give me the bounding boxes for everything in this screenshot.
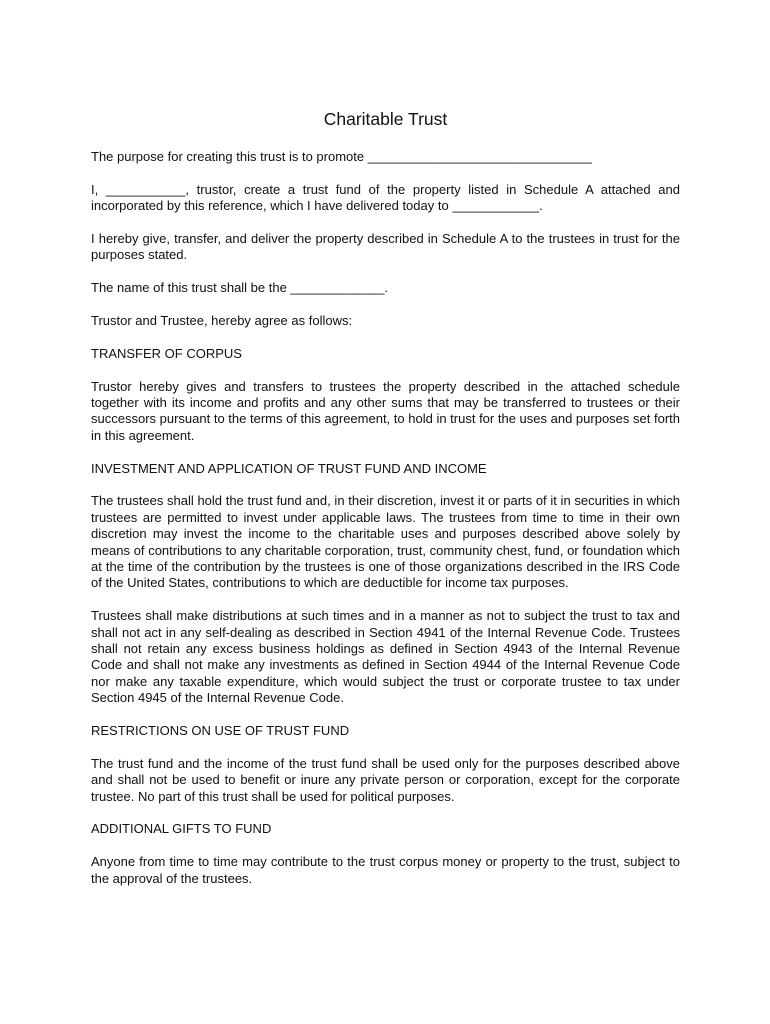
restrictions-heading: RESTRICTIONS ON USE OF TRUST FUND [91,723,350,739]
additional-gifts-paragraph: Anyone from time to time may contribute to the trust corpus money or property to the trust, subject to the approval of the trustees. [91,854,680,886]
investment-paragraph: The trustees shall hold the trust fund and, in their discretion, invest it or parts of it in securities in which trustees are permitted to invest under applicable laws. The trustees from time to time in their own discretion may invest the income to the charitable uses and purposes described above solely by means of contributions to any charitable corporation, trust, community chest, fund, or foundation which at the time of the contribution by the trustees is one of those organizations described in the IRS Code of the United States, contributions to which are deductible for income tax purposes. [91,493,680,591]
additional-gifts-heading: ADDITIONAL GIFTS TO FUND [91,821,272,837]
document-page [91,108,680,903]
agreement-paragraph: Trustor and Trustee, hereby agree as follows: [91,313,353,328]
restrictions-paragraph: The trust fund and the income of the trust fund shall be used only for the purposes described above and shall not be used to benefit or inure any private person or corporation, except for the corporate trustee. No part of this trust shall be used for political purposes. [91,755,680,804]
transfer-of-corpus-paragraph: Trustor hereby gives and transfers to trustees the property described in the attached schedule together with its income and profits and any other sums that may be transferred to trustees or their successors pursuant to the terms of this agreement, to hold in trust for the uses and purposes set forth in this agreement. [91,378,680,443]
purpose-paragraph: The purpose for creating this trust is to promote _______________________________ [91,149,592,164]
trustor-intro-paragraph: I, ___________, trustor, create a trust fund of the property listed in Schedule A attached and incorporated by this reference, which I have delivered today to ____________. [91,181,680,214]
transfer-intro-paragraph: I hereby give, transfer, and deliver the property described in Schedule A to the trustees in trust for the purposes stated. [91,231,680,263]
document-title: Charitable Trust [323,109,448,129]
transfer-of-corpus-heading: TRANSFER OF CORPUS [91,345,242,361]
trust-name-paragraph: The name of this trust shall be the _____________. [91,280,389,296]
distributions-paragraph: Trustees shall make distributions at such times and in a manner as not to subject the trust to tax and shall not act in any self-dealing as described in Section 4941 of the Internal Revenue Code. Trustees shall not retain any excess business holdings as defined in Section 4943 of the Internal Revenue Code and shall not make any investments as defined in Section 4944 of the Internal Revenue Code nor make any taxable expenditure, which would subject the trust or corporate trustee to tax under Section 4945 of the Internal Revenue Code. [91,608,680,706]
investment-heading: INVESTMENT AND APPLICATION OF TRUST FUND AND INCOME [91,460,487,476]
